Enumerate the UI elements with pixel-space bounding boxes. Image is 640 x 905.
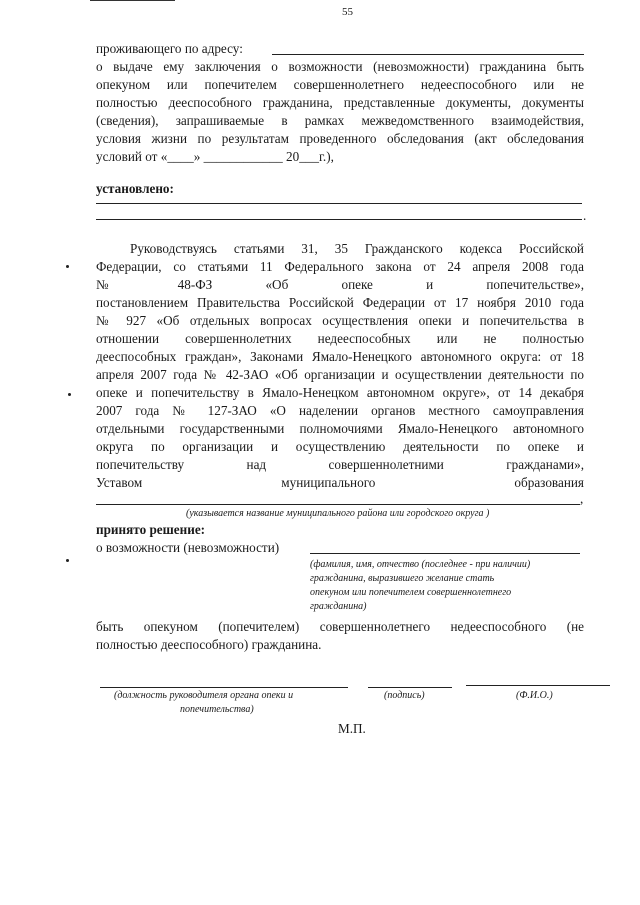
municipality-line-end: , [580, 491, 584, 506]
municipality-hint: (указывается название муниципального района или городского округа ) [186, 508, 490, 519]
name-field-line [466, 685, 610, 686]
margin-mark-1 [66, 265, 69, 268]
basis-line-11: отдельными государственными полномочиями Ямало-Ненецкого автономного [96, 421, 584, 436]
header-rule [90, 0, 175, 1]
position-hint: (должность руководителя органа опеки и [114, 690, 294, 701]
position-field-line [100, 687, 348, 688]
basis-line-9: опеке и попечительству в Ямало-Ненецком автономном округе», от 14 декабря [96, 385, 584, 400]
decision-line-2: полностью дееспособного) гражданина. [96, 637, 322, 652]
intro-line-4: (сведения), запрашиваемые в рамках межведомственного взаимодействия, [96, 113, 584, 128]
intro-line-2: опекуном или попечителем совершеннолетнего недееспособного или не [96, 77, 584, 92]
citizen-hint-2: гражданина, выразившего желание стать [310, 573, 495, 584]
margin-mark-2 [68, 393, 71, 396]
stamp-place: М.П. [338, 721, 366, 736]
established-period: . [583, 208, 587, 223]
citizen-hint-1: (фамилия, имя, отчество (последнее - при наличии) [310, 559, 531, 570]
basis-line-2: Федерации, со статьями 11 Федерального закона от 24 апреля 2008 года [96, 259, 584, 274]
basis-line-14: Уставом муниципального образования [96, 475, 584, 490]
intro-line-1: о выдаче ему заключения о возможности (невозможности) гражданина быть [96, 59, 584, 74]
citizen-hint-4: гражданина) [310, 601, 367, 612]
intro-line-6: условий от «____» ____________ 20___г.), [96, 149, 334, 164]
basis-line-1: Руководствуясь статьями 31, 35 Гражданского кодекса Российской [130, 241, 584, 256]
page-number: 55 [342, 6, 353, 18]
municipality-field-line [96, 504, 580, 505]
position-hint-2: попечительства) [180, 704, 254, 715]
basis-line-7: дееспособных граждан», Законами Ямало-Ненецкого автономного округа: от 18 [96, 349, 584, 364]
possibility-label: о возможности (невозможности) [96, 540, 280, 555]
margin-mark-3 [66, 559, 69, 562]
basis-line-8: апреля 2007 года № 42-ЗАО «Об организации и осуществлении деятельности по [96, 367, 584, 382]
citizen-name-field-line [310, 553, 580, 554]
decision-line-1: быть опекуном (попечителем) совершеннолетнего недееспособного (не [96, 619, 584, 634]
signature-field-line [368, 687, 452, 688]
established-label: установлено: [96, 181, 174, 196]
basis-line-4: постановлением Правительства Российской Федерации от 17 ноября 2010 года [96, 295, 584, 310]
decision-label: принято решение: [96, 522, 206, 537]
established-line-2 [96, 219, 582, 220]
address-label: проживающего по адресу: [96, 41, 243, 56]
basis-line-12: округа по организации и осуществлению деятельности по опеке и [96, 439, 584, 454]
basis-line-6: отношении совершеннолетних недееспособных или не полностью [96, 331, 584, 346]
basis-line-5: № 927 «Об отдельных вопросах осуществления опеки и попечительства в [96, 313, 584, 328]
established-line-1 [96, 203, 582, 204]
name-hint: (Ф.И.О.) [516, 690, 553, 701]
basis-line-10: 2007 года № 127-ЗАО «О наделении органов местного самоуправления [96, 403, 584, 418]
intro-line-5: условия жизни по результатам проведенного обследования (акт обследования [96, 131, 584, 146]
address-field-line [272, 54, 584, 55]
basis-line-3: № 48-ФЗ «Об опеке и попечительстве», [96, 277, 584, 292]
intro-line-3: полностью дееспособного гражданина, представленные документы, документы [96, 95, 584, 110]
citizen-hint-3: опекуном или попечителем совершеннолетнего [310, 587, 512, 598]
signature-hint: (подпись) [384, 690, 425, 701]
basis-line-13: попечительству над совершеннолетними гражданами», [96, 457, 584, 472]
